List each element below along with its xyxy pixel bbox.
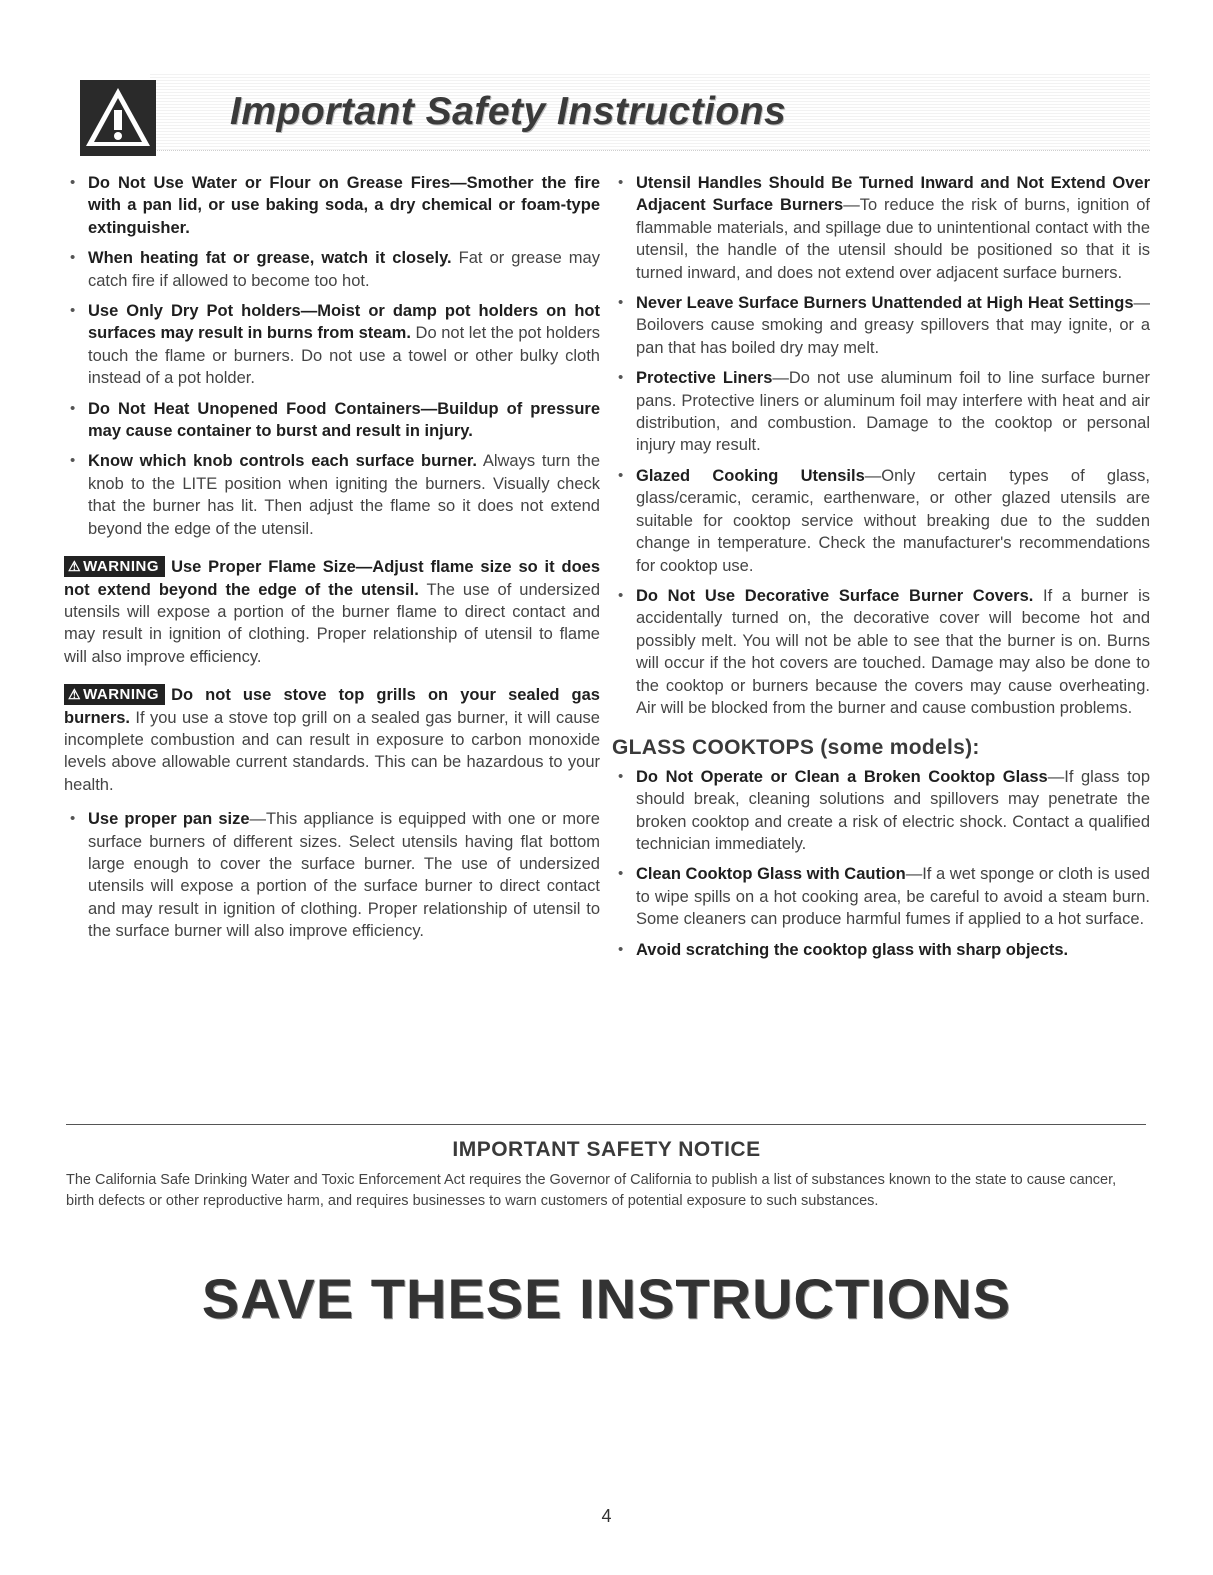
safety-item [64,172,600,239]
safety-item-text: —If glass top should break, cleaning solutions and spillovers may penetrate the broken cooktop and create a risk of electric shock. Contact a qualified technician immediately. [636,767,1151,853]
safety-item [64,247,600,292]
warning-text: If you use a stove top grill on a sealed gas burner, it will cause incomplete combustion and can result in exposure to carbon monoxide levels above allowable current standards. This can be hazardous to your health. [64,708,600,794]
safety-item-text: —Do not use aluminum foil to line surface burner pans. Protective liners or aluminum foil may interfere with heat and air distribution, and combustion. Damage to the cooktop or personal injury may result. [636,369,1150,455]
safety-item-heading: Use proper pan size [88,810,250,829]
safety-item-text: If a burner is accidentally turned on, the decorative cover will become hot and possibly melt. You will not be able to see that the burner is on. Burns will occur if the hot covers are touched. Damage may also be done to the cooktop or burners because the covers may cause overheating. Air will be blocked from the burner and cause combustion problems. [636,586,1150,717]
safety-item [64,808,600,942]
warning-badge [64,556,165,577]
safety-item-text: Do not let the pot holders touch the flame or burners. Do not use a towel or other bulky cloth instead of a pot holder. [88,324,601,388]
safety-item-text: —This appliance is equipped with one or more surface burners of different sizes. Select utensils having flat bottom large enough to cover the surface burner. The use of undersized utensils will expose a portion of the surface burner to direct contact and may result in ignition of clothing. Proper relationship of utensil to the surface burner will also improve efficiency. [88,810,600,941]
safety-item [64,300,600,390]
warning-person-icon [80,80,156,156]
warning-triangle-icon: ⚠ [68,686,82,703]
safety-item-heading: Glazed Cooking Utensils [636,466,865,485]
page-header [80,60,1160,160]
safety-item-heading: Avoid scratching the cooktop glass with sharp objects. [636,940,1069,959]
warning-badge [64,684,165,705]
safety-item [612,292,1150,359]
safety-item-heading: Do Not Use Water or Flour on Grease Fires—Smother the fire with a pan lid, or use baking soda, a dry chemical or foam-type extinguisher. [88,174,600,237]
warning-heading: Do not use stove top grills on your sealed gas burners. [64,686,600,727]
glass-cooktops-heading: GLASS COOKTOPS (some models): [612,736,980,760]
safety-item [612,585,1150,719]
safety-item [64,450,600,540]
safety-item-text: Fat or grease may catch fire if allowed to become too hot. [88,249,600,290]
safety-item-text: —Boilovers cause smoking and greasy spillovers that may ignite, or a pan that has boiled dry may melt. [636,294,1150,357]
warning-text: The use of undersized utensils will expose a portion of the burner flame to direct contact and may result in ignition of clothing. Proper relationship of utensil to flame will also improve efficiency. [64,580,601,666]
safety-item [612,939,1150,961]
safety-item-heading: Protective Liners [636,369,773,388]
warning-badge-label: WARNING [83,558,160,576]
safety-item [612,367,1150,457]
safety-item-heading: Do Not Heat Unopened Food Containers—Buildup of pressure may cause container to burst and result in injury. [88,399,600,441]
save-instructions-banner: SAVE THESE INSTRUCTIONS [201,1267,1012,1330]
safety-item [64,398,600,443]
safety-item-text: —To reduce the risk of burns, ignition of flammable materials, and spillage due to unintentional contact with the utensil, the handle of the utensil should be positioned so that it is turned inward, and does not extend over adjacent surface burners. [636,196,1150,282]
warning-block [64,684,600,796]
safety-item-heading: When heating fat or grease, watch it closely. [88,249,452,268]
right-column [612,172,1150,969]
safety-item-heading: Utensil Handles Should Be Turned Inward and Not Extend Over Adjacent Surface Burners [636,174,1150,215]
page-number: 4 [601,1506,612,1526]
warning-heading: Use Proper Flame Size—Adjust flame size so it does not extend beyond the edge of the utensil. [64,558,600,599]
page-title: Important Safety Instructions [230,90,787,133]
safety-item-heading: Know which knob controls each surface burner. [88,452,477,471]
warning-block [64,556,600,668]
safety-item [612,172,1150,284]
safety-item-text: —Only certain types of glass, glass/ceramic, ceramic, earthenware, or other glazed utensils are suitable for cooktop service without breaking due to the sudden change in temperature. Check the manufacturer's recommendations for cooktop use. [636,466,1151,575]
safety-item [612,465,1150,577]
notice-title: IMPORTANT SAFETY NOTICE [452,1138,761,1161]
warning-triangle-icon: ⚠ [68,558,82,575]
safety-item-heading: Do Not Operate or Clean a Broken Cooktop Glass [636,767,1048,786]
safety-item-text: —If a wet sponge or cloth is used to wipe spills on a hot cooking area, be careful to avoid a steam burn. Some cleaners can produce harmful fumes if applied to a hot surface. [636,865,1150,929]
notice-body: The California Safe Drinking Water and Toxic Enforcement Act requires the Governor of California to publish a list of substances known to the state to cause cancer, birth defects or other reproductive harm, and requires businesses to warn customers of potential exposure to such substances. [66,1172,1117,1209]
safety-item-heading: Use Only Dry Pot holders—Moist or damp pot holders on hot surfaces may result in burns from steam. [88,302,600,343]
safety-item [612,766,1150,856]
safety-item-heading: Never Leave Surface Burners Unattended at High Heat Settings [636,294,1134,313]
left-column [64,172,600,951]
safety-item-heading: Clean Cooktop Glass with Caution [636,865,906,884]
warning-badge-label: WARNING [83,686,160,704]
safety-item [612,863,1150,930]
divider [66,1124,1146,1125]
safety-item-heading: Do Not Use Decorative Surface Burner Covers. [636,586,1034,605]
safety-item-text: Always turn the knob to the LITE position when igniting the burners. Visually check that the burner has lit. Then adjust the flame so it does not extend beyond the edge of the utensil. [88,452,600,538]
